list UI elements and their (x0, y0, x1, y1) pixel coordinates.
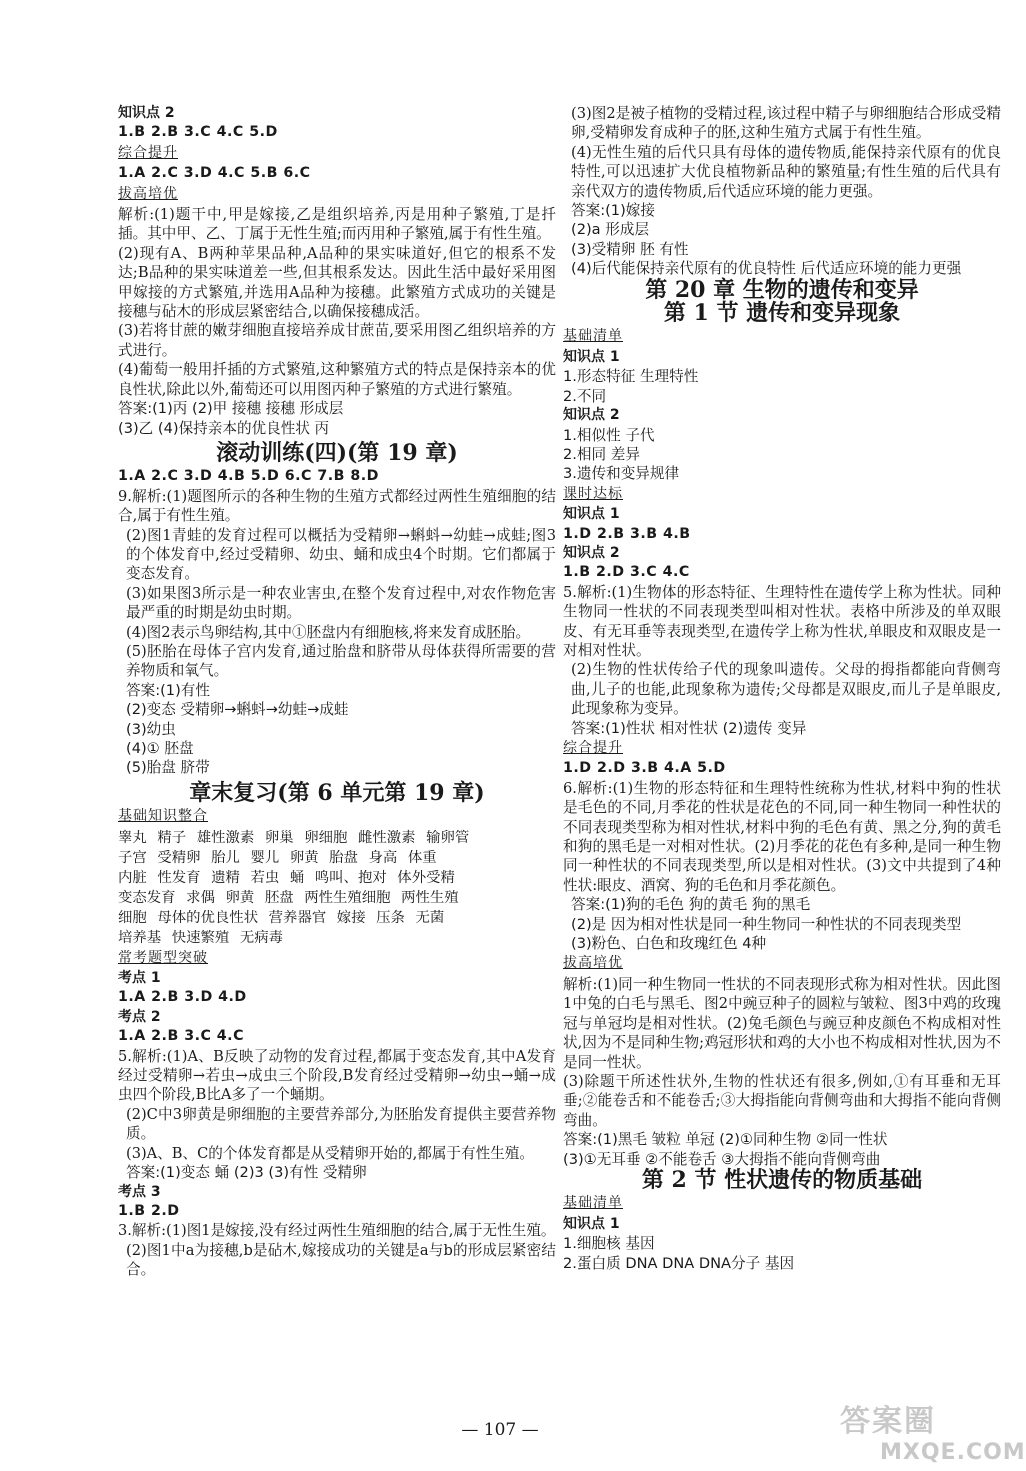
paragraph: 解析:(1)同一种生物同一性状的不同表现形式称为相对性状。因此图1中兔的白毛与黑毛、图2中豌豆种子的圆粒与皱粒、图3中鸡的玫瑰冠与单冠均是相对性状。(2)兔毛颜色与豌豆种皮颜色不构成相对性状,因为不是同种生物;鸡冠形状和鸡的大小也不构成相对性状,因为不是同一性状。 (563, 975, 1001, 1071)
paragraph: 3.解析:(1)图1是嫁接,没有经过两性生殖细胞的结合,属于无性生殖。 (118, 1222, 556, 1240)
answer-line: 答案:(1)黑毛 皱粒 单冠 (2)①同种生物 ②同一性状 (563, 1131, 888, 1149)
paragraph: (2)图1中a为接穗,b是砧木,嫁接成功的关键是a与b的形成层紧密结合。 (126, 1241, 556, 1279)
answer-line: 1.D 2.D 3.B 4.A 5.D (563, 760, 726, 777)
section-title: 滚动训练(四)(第 19 章) (216, 439, 458, 466)
term-line: 培养基 快速繁殖 无病毒 (118, 929, 284, 946)
answer-line: 1.A 2.C 3.D 4.B 5.D 6.C 7.B 8.D (118, 468, 379, 485)
section-label: 知识点 2 (563, 544, 620, 561)
page-number: — 107 — (461, 1420, 539, 1440)
answer-line: 答案:(1)狗的毛色 狗的黄毛 狗的黑毛 (571, 896, 811, 914)
answer-line: 1.A 2.B 3.C 4.C (118, 1028, 244, 1045)
answer-line: (2)变态 受精卵→蝌蚪→幼蛙→成蛙 (126, 701, 349, 719)
paragraph: (3)A、B、C的个体发育都是从受精卵开始的,都属于有性生殖。 (126, 1144, 534, 1162)
chapter-title: 第 20 章 生物的遗传和变异 (645, 276, 919, 303)
section-title: 第 2 节 性状遗传的物质基础 (641, 1166, 923, 1193)
paragraph: (4)无性生殖的后代只具有母体的遗传物质,能保持亲代原有的优良特性,可以迅速扩大优良植物新品种的繁殖量;有性生殖的后代具有亲代双方的遗传物质,后代适应环境的能力更强。 (571, 143, 1001, 200)
answer-line: 答案:(1)有性 (126, 681, 210, 699)
term-line: 内脏 性发育 遗精 若虫 蛹 鸣叫、抱对 体外受精 (118, 869, 455, 886)
paragraph: (5)胚胎在母体子宫内发育,通过胎盘和脐带从母体获得所需要的营养物质和氧气。 (126, 642, 556, 680)
answer-line: 1.A 2.B 3.D 4.D (118, 989, 247, 1006)
section-label: 知识点 1 (563, 506, 620, 523)
list-item: 2.不同 (563, 387, 607, 405)
paragraph: (3)除题干所述性状外,生物的性状还有很多,例如,①有耳垂和无耳垂;②能卷舌和不能卷舌;③大拇指能向背侧弯曲和大拇指不能向背侧弯曲。 (563, 1072, 1001, 1129)
section-title: 章末复习(第 6 单元第 19 章) (189, 779, 485, 806)
section-heading: 基础清单 (563, 1195, 623, 1212)
answer-line: (3)粉色、白色和玫瑰红色 4种 (571, 935, 767, 953)
list-item: 1.相似性 子代 (563, 426, 655, 444)
list-item: 3.遗传和变异规律 (563, 465, 680, 483)
paragraph: 解析:(1)题干中,甲是嫁接,乙是组织培养,丙是用种子繁殖,丁是扦插。其中甲、乙、丁属于无性生殖;而丙用种子繁殖,属于有性生殖。 (118, 206, 556, 243)
section-heading: 拔高培优 (118, 185, 178, 202)
list-item: 2.相同 差异 (563, 445, 640, 463)
watermark-logo: 答案圈 (840, 1404, 936, 1439)
section-label: 考点 1 (118, 970, 161, 987)
paragraph: (3)图2是被子植物的受精过程,该过程中精子与卵细胞结合形成受精卵,受精卵发育成种子的胚,这种生殖方式属于有性生殖。 (571, 105, 1001, 142)
section-heading: 综合提升 (118, 144, 178, 161)
list-item: 1.形态特征 生理特性 (563, 368, 699, 386)
answer-line: 1.B 2.B 3.C 4.C 5.D (118, 124, 278, 141)
answer-line: (3)乙 (4)保持亲本的优良性状 丙 (118, 419, 330, 437)
watermark-url: MXQE.COM (880, 1440, 1026, 1465)
paragraph: (3)若将甘蔗的嫩芽细胞直接培养成甘蔗苗,要采用图乙组织培养的方式进行。 (118, 322, 556, 359)
answer-line: 1.B 2.D 3.C 4.C (563, 564, 690, 581)
answer-line: 答案:(1)变态 蛹 (2)3 (3)有性 受精卵 (126, 1164, 367, 1182)
paragraph: 5.解析:(1)生物体的形态特征、生理特性在遗传学上称为性状。同种生物同一性状的不同表现类型叫相对性状。表格中所涉及的单双眼皮、有无耳垂等表现类型,在遗传学上称为性状,单眼皮和双眼皮是一对相对性状。 (563, 583, 1001, 659)
answer-line: (2)a 形成层 (571, 221, 650, 239)
term-line: 变态发育 求偶 卵黄 胚盘 两性生殖细胞 两性生殖 (118, 889, 459, 906)
section-label: 知识点 2 (563, 407, 620, 424)
answer-line: 答案:(1)嫁接 (571, 202, 655, 220)
paragraph: (2)生物的性状传给子代的现象叫遗传。父母的拇指都能向背侧弯曲,儿子的也能,此现象称为遗传;父母都是双眼皮,而儿子是单眼皮,此现象称为变异。 (571, 661, 1001, 718)
paragraph: 5.解析:(1)A、B反映了动物的发育过程,都属于变态发育,其中A发育经过受精卵→若虫→成虫三个阶段,B发育经过受精卵→幼虫→蛹→成虫四个阶段,B比A多了一个蛹期。 (118, 1047, 556, 1104)
paragraph: (3)如果图3所示是一种农业害虫,在整个发育过程中,对农作物危害最严重的时期是幼虫时期。 (126, 584, 556, 622)
section-label: 考点 2 (118, 1008, 161, 1025)
section-heading: 常考题型突破 (118, 949, 208, 966)
left-column (118, 104, 556, 1280)
section-heading: 基础清单 (563, 328, 623, 345)
answer-line: (5)胎盘 脐带 (126, 759, 210, 777)
answer-line: (3)受精卵 胚 有性 (571, 240, 689, 258)
paragraph: 6.解析:(1)生物的形态特征和生理特性统称为性状,材料中狗的性状是毛色的不同,月季花的性状是花色的不同,同一种生物同一种性状的不同表现类型称为相对性状,材料中狗的毛色有黄、黑之分,狗的黄毛和狗的黑毛是一对相对性状。(2)月季花的花色有多种,是同一种生物同一种性状的不同表现类型,所以是相对性状。(3)文中共提到了4种性状:眼皮、酒窝、狗的毛色和月季花颜色。 (563, 779, 1001, 894)
answer-line: (4)后代能保持亲代原有的优良特性 后代适应环境的能力更强 (571, 260, 962, 278)
answer-line: 1.A 2.C 3.D 4.C 5.B 6.C (118, 165, 311, 182)
section-heading: 综合提升 (563, 740, 623, 756)
answer-line: (3)①无耳垂 ②不能卷舌 ③大拇指不能向背侧弯曲 (563, 1150, 881, 1168)
answer-line: (4)① 胚盘 (126, 740, 194, 757)
answer-line: (2)是 因为相对性状是同一种生物同一种性状的不同表现类型 (571, 915, 962, 933)
paragraph: (2)现有A、B两种苹果品种,A品种的果实味道好,但它的根系不发达;B品种的果实味道差一些,但其根系发达。因此生活中最好采用图甲嫁接的方式繁殖,并选用A品种为接穗。此繁殖方式成功的关键是接穗与砧木的形成层紧密结合,以确保接穗成活。 (118, 244, 556, 321)
list-item: 2.蛋白质 DNA DNA DNA分子 基因 (563, 1254, 795, 1272)
answer-line: 1.B 2.D (118, 1202, 180, 1219)
section-heading: 基础知识整合 (118, 808, 208, 825)
answer-line: (3)幼虫 (126, 720, 176, 738)
section-label: 知识点 2 (118, 105, 175, 121)
paragraph: (2)图1青蛙的发育过程可以概括为受精卵→蝌蚪→幼蛙→成蛙;图3的个体发育中,经过受精卵、幼虫、蛹和成虫4个时期。它们都属于变态发育。 (126, 526, 556, 583)
paragraph: (4)葡萄一般用扦插的方式繁殖,这种繁殖方式的特点是保持亲本的优良性状,除此以外,葡萄还可以用图丙种子繁殖的方式进行繁殖。 (118, 361, 556, 398)
paragraph: 9.解析:(1)题图所示的各种生物的生殖方式都经过两性生殖细胞的结合,属于有性生殖。 (118, 487, 556, 525)
term-line: 细胞 母体的优良性状 营养器官 嫁接 压条 无菌 (118, 909, 445, 926)
section-label: 知识点 1 (563, 348, 620, 365)
answer-line: 1.D 2.B 3.B 4.B (563, 525, 691, 542)
section-heading: 拔高培优 (563, 955, 623, 972)
term-line: 子宫 受精卵 胎儿 婴儿 卵黄 胎盘 身高 体重 (118, 849, 437, 866)
paragraph: (4)图2表示鸟卵结构,其中①胚盘内有细胞核,将来发育成胚胎。 (126, 623, 531, 641)
answer-line: 答案:(1)性状 相对性状 (2)遗传 变异 (571, 719, 807, 737)
section-label: 知识点 1 (563, 1215, 620, 1232)
term-line: 睾丸 精子 雄性激素 卵巢 卵细胞 雌性激素 输卵管 (118, 829, 470, 846)
section-label: 考点 3 (118, 1183, 161, 1200)
section-title: 第 1 节 遗传和变异现象 (663, 300, 901, 327)
section-heading: 课时达标 (563, 485, 623, 502)
paragraph: (2)C中3卵黄是卵细胞的主要营养部分,为胚胎发育提供主要营养物质。 (126, 1105, 556, 1143)
right-column (563, 104, 1001, 1273)
answer-line: 答案:(1)丙 (2)甲 接穗 接穗 形成层 (118, 400, 344, 418)
list-item: 1.细胞核 基因 (563, 1235, 655, 1253)
